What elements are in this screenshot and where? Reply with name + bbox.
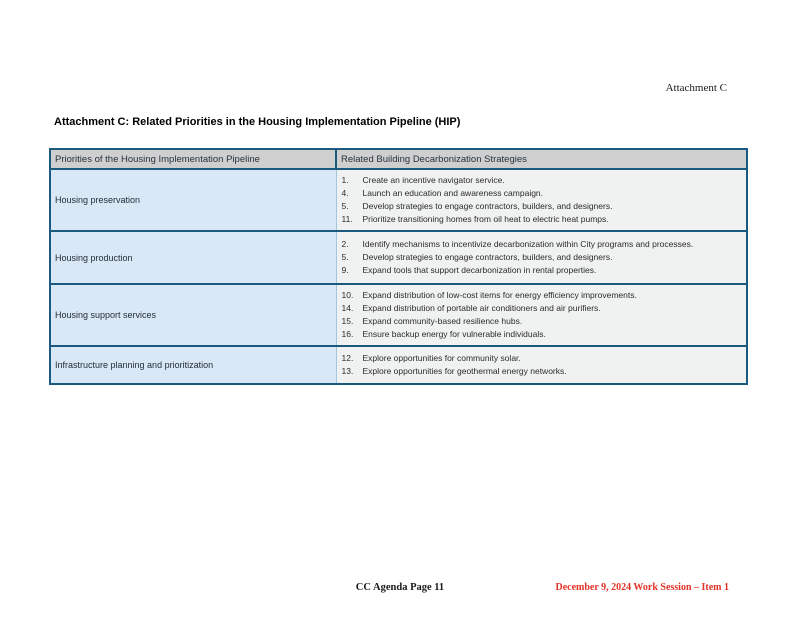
strategy-number: 12.: [341, 353, 354, 363]
strategies-cell: [336, 284, 747, 346]
strategy-number: 5.: [341, 201, 349, 211]
strategies-cell: [336, 346, 747, 384]
page-title: Attachment C: Related Priorities in the Housing Implementation Pipeline (HIP): [54, 116, 461, 128]
strategy-text: Develop strategies to engage contractors, builders, and designers.: [362, 252, 613, 262]
strategy-text: Develop strategies to engage contractors, builders, and designers.: [362, 201, 613, 211]
strategy-item: [342, 315, 743, 328]
strategy-number: 14.: [341, 303, 354, 313]
table-row: [50, 284, 747, 346]
strategy-item: [342, 328, 743, 341]
strategy-text: Explore opportunities for geothermal energy networks.: [362, 366, 567, 376]
strategy-item: [342, 352, 743, 365]
priority-cell: Housing support services: [50, 284, 336, 346]
strategy-text: Expand distribution of low-cost items for energy efficiency improvements.: [362, 290, 637, 300]
strategy-item: [342, 238, 743, 251]
strategy-item: [342, 289, 743, 302]
strategy-number: 15.: [341, 316, 354, 326]
strategy-number: 13.: [341, 366, 354, 376]
strategy-number: 4.: [341, 188, 349, 198]
strategy-text: Explore opportunities for community solar.: [362, 353, 521, 363]
column-header-priorities: Priorities of the Housing Implementation Pipeline: [50, 149, 336, 169]
strategy-number: 5.: [341, 252, 349, 262]
priority-cell: Infrastructure planning and prioritization: [50, 346, 336, 384]
strategy-number: 9.: [341, 265, 349, 275]
strategy-text: Identify mechanisms to incentivize decarbonization within City programs and processes.: [362, 239, 694, 249]
strategies-cell: [336, 231, 747, 284]
strategies-cell: [336, 169, 747, 231]
strategy-text: Create an incentive navigator service.: [362, 175, 505, 185]
column-header-strategies: Related Building Decarbonization Strategies: [336, 149, 747, 169]
strategy-number: 16.: [341, 329, 354, 339]
strategy-text: Prioritize transitioning homes from oil heat to electric heat pumps.: [362, 214, 609, 224]
strategy-text: Launch an education and awareness campaign.: [362, 188, 544, 198]
strategy-text: Expand distribution of portable air conditioners and air purifiers.: [362, 303, 601, 313]
strategy-item: [342, 264, 743, 277]
attachment-corner-label: Attachment C: [665, 82, 727, 94]
priority-cell: Housing preservation: [50, 169, 336, 231]
strategy-text: Expand community-based resilience hubs.: [362, 316, 523, 326]
strategy-number: 10.: [341, 290, 354, 300]
footer-page-number: CC Agenda Page 11: [355, 582, 445, 593]
strategy-item: [342, 187, 743, 200]
strategy-text: Expand tools that support decarbonization in rental properties.: [362, 265, 597, 275]
strategy-text: Ensure backup energy for vulnerable individuals.: [362, 329, 546, 339]
strategy-item: [342, 200, 743, 213]
strategy-item: [342, 302, 743, 315]
strategy-number: 1.: [341, 175, 349, 185]
hip-priorities-table: [49, 148, 748, 385]
strategy-number: 2.: [341, 239, 349, 249]
strategy-item: [342, 213, 743, 226]
table-row: [50, 231, 747, 284]
strategy-number: 11.: [341, 214, 353, 224]
table-header-row: [50, 149, 747, 169]
footer-session-label: December 9, 2024 Work Session – Item 1: [555, 582, 729, 593]
strategy-item: [342, 174, 743, 187]
priority-cell: Housing production: [50, 231, 336, 284]
strategy-item: [342, 365, 743, 378]
table-row: [50, 346, 747, 384]
strategy-item: [342, 251, 743, 264]
table-row: [50, 169, 747, 231]
